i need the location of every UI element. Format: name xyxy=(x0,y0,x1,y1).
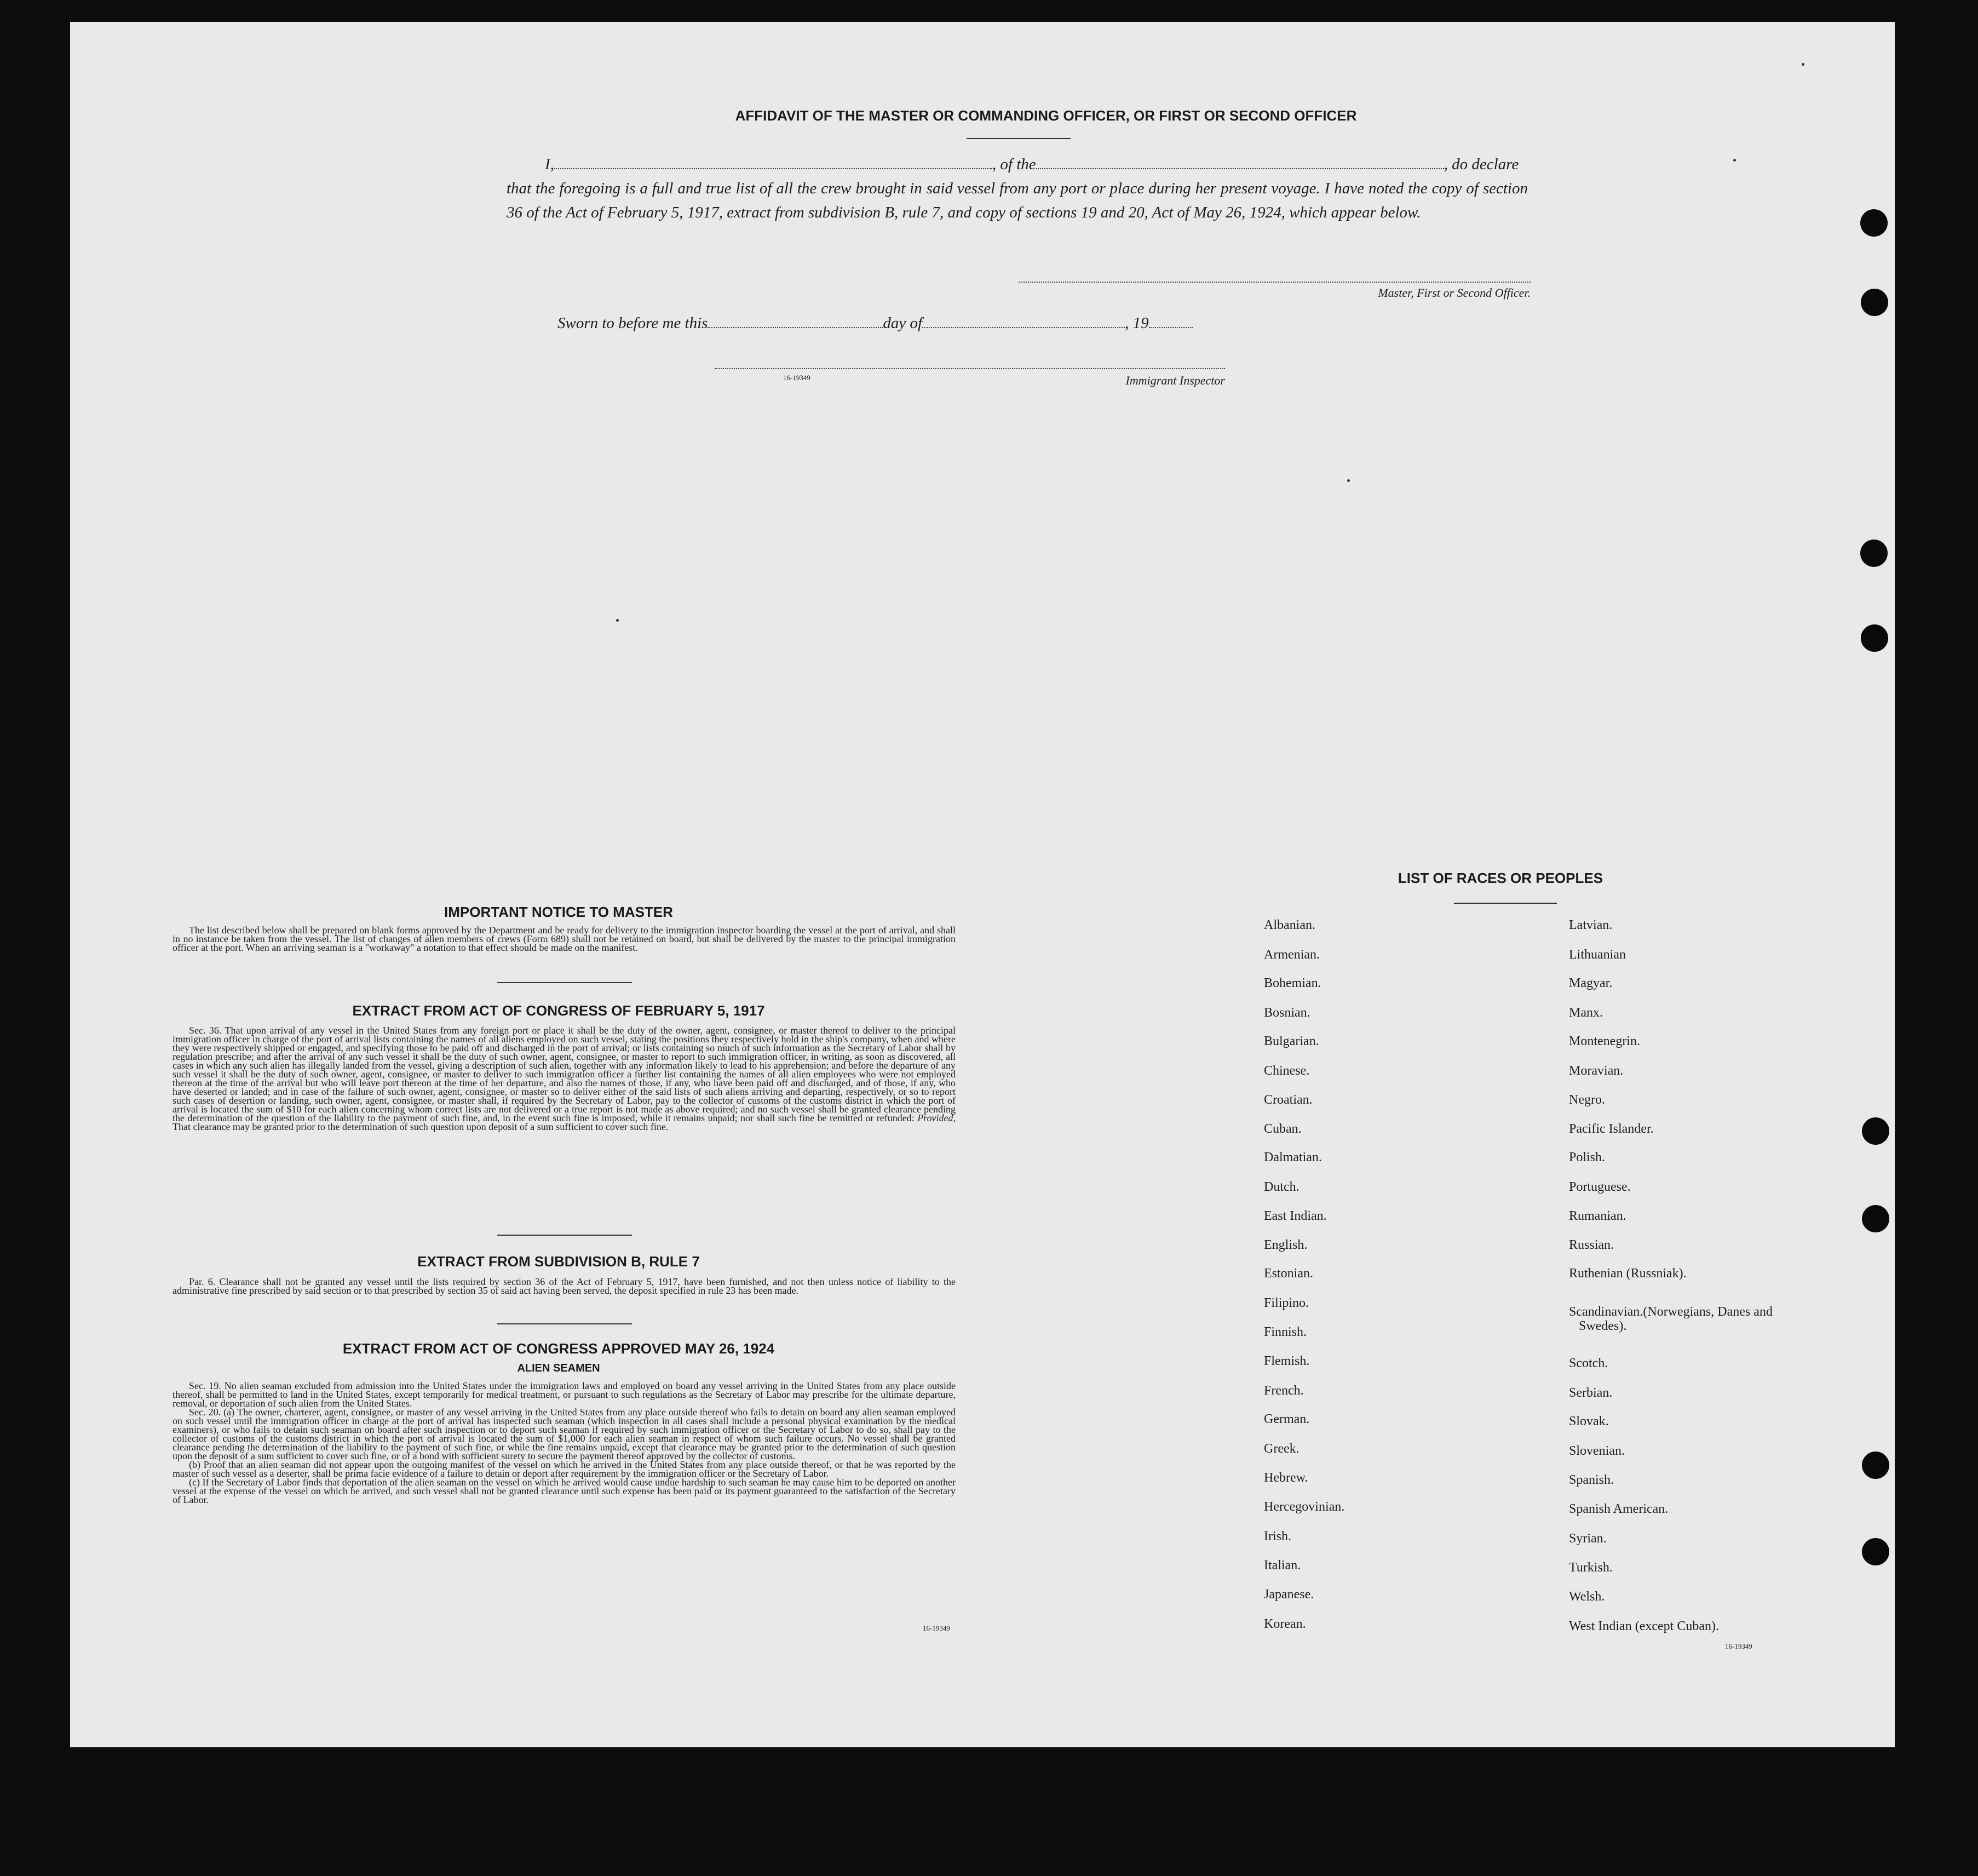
sworn-prefix: Sworn to before me this xyxy=(557,314,708,332)
extract-1917-title: EXTRACT FROM ACT OF CONGRESS OF FEBRUARY 5, 1917 xyxy=(352,1002,765,1019)
sec20a-text: Sec. 20. (a) The owner, charterer, agent, consignee, or master of any vessel arriving in the United States from any place outside thereof who fails to detain on board any alien seaman employed on such vessel until the immigration officer in charge at the port of arrival has inspected such seaman (which inspection in all cases shall include a personal physical examination by the medical examiners), or who fails to detain such seaman on board after such inspection or to deport such seaman if required by such immigration officer or the Secretary of Labor to do so, shall pay to the collector of customs of the customs district in which the port of arrival is located the sum of $1,000 for each alien seaman in respect of whom such failure occurs. No vessel shall be granted clearance pending the determination of the liability to the payment of such fine, or while the fine remains unpaid, except that clearance may be granted prior to the determination of such question upon the deposit of a sum sufficient to cover such fine, or of a bond with sufficient surety to secure the payment thereof approved by the collector of customs. xyxy=(173,1407,956,1461)
race-item: Chinese. xyxy=(1264,1064,1310,1078)
race-item: Slovenian. xyxy=(1569,1444,1625,1458)
extract-1917-body xyxy=(173,1026,956,1131)
race-item: Croatian. xyxy=(1264,1093,1313,1107)
punch-hole xyxy=(1861,624,1888,652)
race-item: West Indian (except Cuban). xyxy=(1569,1619,1719,1633)
affidavit-of-the: , of the xyxy=(992,156,1036,173)
master-signature-caption: Master, First or Second Officer. xyxy=(1378,286,1531,300)
race-item: Spanish American. xyxy=(1569,1502,1669,1516)
races-title-underline xyxy=(1454,903,1557,904)
punch-hole xyxy=(1860,540,1888,567)
affidavit-paragraph: that the foregoing is a full and true list of all the crew brought in said vessel from any port or place during her present voyage. I have noted the copy of section 36 of the Act of February 5, 1917, extract from subdivision B, rule 7, and copy of sections 19 and 20, Act of May 26, 1924, which appear below. xyxy=(507,180,1528,221)
race-item: Polish. xyxy=(1569,1150,1606,1164)
race-item: Syrian. xyxy=(1569,1531,1607,1546)
race-item: Manx. xyxy=(1569,1006,1603,1020)
race-item: Cuban. xyxy=(1264,1122,1302,1136)
sworn-year-field[interactable] xyxy=(1149,327,1193,328)
race-item: Dutch. xyxy=(1264,1180,1300,1194)
affidavit-title: AFFIDAVIT OF THE MASTER OR COMMANDING OFFICER, OR FIRST OR SECOND OFFICER xyxy=(735,107,1357,124)
sworn-month-field[interactable] xyxy=(922,327,1125,328)
race-item: Japanese. xyxy=(1264,1587,1314,1602)
race-item: French. xyxy=(1264,1384,1304,1398)
sec20c-text: (c) If the Secretary of Labor finds that deportation of the alien seaman on the vessel on which he arrived would cause undue hardship to such seaman he may cause him to be deported on another vessel at the expense of the vessel on which he arrived, and such vessel shall not be granted clearance until such expense has been paid or its payment guaranteed to the satisfaction of the Secretary of Labor. xyxy=(173,1477,956,1505)
race-item: Montenegrin. xyxy=(1569,1034,1640,1048)
race-item: Filipino. xyxy=(1264,1296,1309,1310)
race-item: Hercegovinian. xyxy=(1264,1500,1345,1514)
extract-rule7-body: Par. 6. Clearance shall not be granted any vessel until the lists required by section 36 of the Act of February 5, 1917, have been furnished, and not then unless notice of liability to the administrative fine prescribed by said section or to that prescribed by section 35 of said act having been served, the deposit specified in rule 23 has been made. xyxy=(173,1276,956,1296)
race-item: Ruthenian (Russniak). xyxy=(1569,1266,1687,1281)
race-item: Latvian. xyxy=(1569,918,1613,932)
race-item: Irish. xyxy=(1264,1529,1291,1544)
race-item: German. xyxy=(1264,1412,1310,1426)
affidavit-first-line xyxy=(507,152,1531,176)
race-item: Armenian. xyxy=(1264,948,1320,962)
race-item: Korean. xyxy=(1264,1617,1306,1631)
race-item: Moravian. xyxy=(1569,1064,1624,1078)
extract-1924-body xyxy=(173,1381,956,1504)
extract-1924-title: EXTRACT FROM ACT OF CONGRESS APPROVED MAY 26, 1924 xyxy=(342,1340,775,1357)
race-item: Russian. xyxy=(1569,1238,1614,1252)
dust-speck xyxy=(616,619,619,622)
section-divider xyxy=(497,1235,632,1236)
race-item: Italian. xyxy=(1264,1558,1301,1573)
race-item: Negro. xyxy=(1569,1093,1605,1107)
punch-hole xyxy=(1862,1117,1889,1145)
race-item: Hebrew. xyxy=(1264,1471,1308,1485)
affidavit-i: I, xyxy=(545,156,554,173)
races-form-number: 16-19349 xyxy=(1725,1642,1752,1650)
proviso-text: That clearance may be granted prior to the determination of such question upon deposit of a sum sufficient to cover such fine. xyxy=(173,1121,669,1132)
sec19-text: Sec. 19. No alien seaman excluded from admission into the United States under the immigration laws and employed on board any vessel arriving in the United States from any place outside thereof, shall be permitted to land in the United States, except temporarily for medical treatment, or pursuant to such regulations as the Secretary of Labor may prescribe for the ultimate departure, removal, or deportation of such alien from the United States. xyxy=(173,1380,956,1409)
punch-hole xyxy=(1862,1538,1889,1565)
race-item: East Indian. xyxy=(1264,1209,1327,1223)
title-underline xyxy=(967,138,1071,139)
race-item: Scandinavian.(Norwegians, Danes and Swedes). xyxy=(1569,1305,1773,1333)
section-divider xyxy=(497,982,632,983)
punch-hole xyxy=(1860,209,1888,237)
race-item: Estonian. xyxy=(1264,1266,1313,1281)
race-item: Greek. xyxy=(1264,1442,1300,1456)
notice-body: The list described below shall be prepared on blank forms approved by the Department and be ready for delivery to the immigration inspector boarding the vessel at the port of arrival, and shall in no instance be taken from the vessel. The list of changes of alien members of crews (Form 689) shall not be retained on board, but shall be delivered by the master to the principal immigration officer at the port. When an arriving seaman is a "workaway" a notation to that effect should be made on the manifest. xyxy=(173,925,956,953)
race-item: Bosnian. xyxy=(1264,1006,1310,1020)
section-divider xyxy=(497,1323,632,1324)
dust-speck xyxy=(1347,479,1350,482)
race-item: Lithuanian xyxy=(1569,948,1626,962)
sworn-year: , 19 xyxy=(1125,314,1149,332)
punch-hole xyxy=(1861,289,1888,316)
races-title: LIST OF RACES OR PEOPLES xyxy=(1398,870,1603,886)
punch-hole xyxy=(1862,1452,1889,1479)
race-item: Rumanian. xyxy=(1569,1209,1626,1223)
race-item: English. xyxy=(1264,1238,1308,1252)
vessel-field[interactable] xyxy=(1036,168,1444,169)
affidavit-do-declare: , do declare xyxy=(1444,156,1519,173)
sworn-day-of: day of xyxy=(883,314,923,332)
race-item: Portuguese. xyxy=(1569,1180,1631,1194)
dust-speck xyxy=(1802,63,1804,66)
extracts-form-number: 16-19349 xyxy=(923,1624,950,1632)
notice-title: IMPORTANT NOTICE TO MASTER xyxy=(444,904,673,920)
race-item: Welsh. xyxy=(1569,1590,1605,1604)
race-item: Bohemian. xyxy=(1264,976,1321,990)
race-item: Serbian. xyxy=(1569,1386,1613,1400)
sec20b-text: (b) Proof that an alien seaman did not appear upon the outgoing manifest of the vessel on which he arrived in the United States from any place outside thereof, or that he was reported by the master of such vessel as a deserter, shall be prima facie evidence of a failure to detain or deport after requirement by the immigration officer or the Secretary of Labor. xyxy=(173,1459,956,1479)
race-item: Spanish. xyxy=(1569,1473,1614,1487)
inspector-signature-line[interactable] xyxy=(715,367,1225,369)
race-item: Magyar. xyxy=(1569,976,1613,990)
proviso-word: Provided, xyxy=(917,1112,956,1123)
race-item: Turkish. xyxy=(1569,1561,1613,1575)
name-field[interactable] xyxy=(554,168,992,169)
race-item: Flemish. xyxy=(1264,1354,1310,1368)
extract-1917-text: Sec. 36. That upon arrival of any vessel in the United States from any foreign port or place it shall be the duty of the owner, agent, consignee, or master thereof to deliver to the principal immigration officer in charge of the port of arrival lists containing the names of all aliens employed on such vessel, stating the positions they respectively hold in the ship's company, when and where they were respectively shipped or engaged, and specifying those to be paid off and discharged in the port of arrival; or lists containing so much of such information as the Secretary of Labor shall by regulation prescribe; and after the arrival of any such vessel it shall be the duty of such owner, agent, consignee, or master to report to such immigration officer, in writing, as soon as discovered, all cases in which any such alien has illegally landed from the vessel, giving a description of such alien, together with any information likely to lead to his apprehension; and before the departure of any such vessel it shall be the duty of such owner, agent, consignee, or master to deliver to such immigration officer a further list containing the names of all alien employees who were not employed thereon at the time of the arrival but who will leave port thereon at the time of her departure, and also the names of those, if any, who have been paid off and discharged, and of those, if any, who have deserted or landed; and in case of the failure of such owner, agent, consignee, or master so to deliver either of the said lists of such aliens arriving and departing, respectively, or so to report such cases of desertion or landing, such owner, agent, consignee, or master shall, if required by the Secretary of Labor, pay to the collector of customs of the customs district in which the port of arrival is located the sum of $10 for each alien concerning whom correct lists are not delivered or a true report is not made as above required; and no such vessel shall be granted clearance pending the determination of the question of the liability to the payment of such fine, and, in the event such fine is imposed, while it remains unpaid; nor shall such fine be remitted or refunded: xyxy=(173,1025,956,1123)
master-signature-line[interactable] xyxy=(1019,280,1531,283)
race-item: Dalmatian. xyxy=(1264,1150,1322,1164)
race-item: Albanian. xyxy=(1264,918,1315,932)
race-item: Finnish. xyxy=(1264,1325,1307,1339)
sworn-line xyxy=(557,311,1193,335)
extract-rule7-title: EXTRACT FROM SUBDIVISION B, RULE 7 xyxy=(417,1253,700,1270)
race-item: Bulgarian. xyxy=(1264,1034,1319,1048)
dust-speck xyxy=(1733,159,1736,162)
race-item: Pacific Islander. xyxy=(1569,1122,1654,1136)
race-item: Scotch. xyxy=(1569,1356,1608,1370)
affidavit-form-number: 16-19349 xyxy=(783,374,810,382)
alien-seamen-subtitle: ALIEN SEAMEN xyxy=(517,1362,600,1374)
inspector-caption: Immigrant Inspector xyxy=(1125,374,1225,387)
race-item: Slovak. xyxy=(1569,1414,1609,1428)
punch-hole xyxy=(1862,1205,1889,1232)
sworn-day-field[interactable] xyxy=(708,327,883,328)
